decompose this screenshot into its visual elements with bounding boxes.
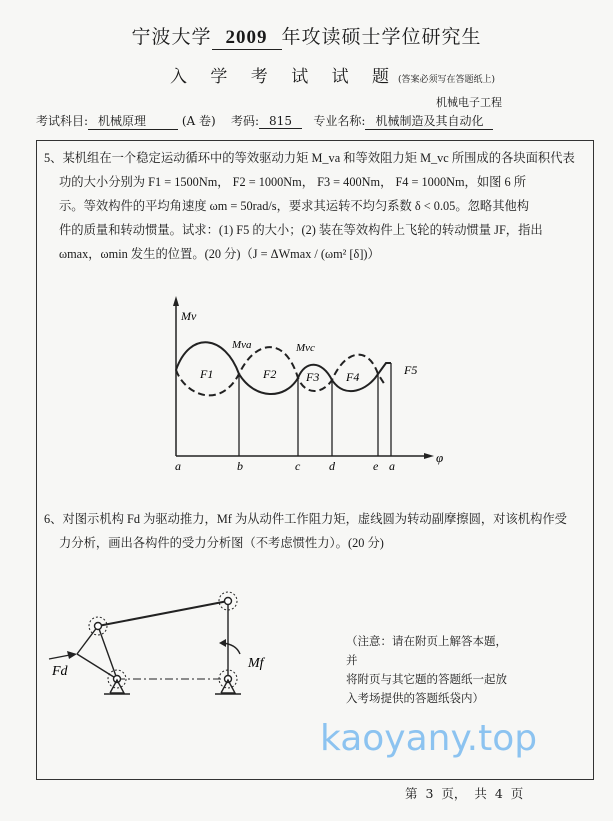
subtitle-note: (答案必须写在答题纸上) xyxy=(398,75,496,85)
major-label: 专业名称: xyxy=(313,114,366,128)
major-top: 机械电子工程 xyxy=(436,96,502,109)
q6-line: 力分析，画出各构件的受力分析图（不考虑惯性力）。(20 分) xyxy=(59,536,384,550)
code-label: 考码: xyxy=(231,114,260,128)
page-footer: 第 3 页， 共 4 页 xyxy=(405,786,524,801)
paper-version: (A 卷) xyxy=(181,114,216,128)
tick-b: b xyxy=(237,459,243,473)
x-axis-label: φ xyxy=(436,450,444,465)
major-value: 机械制造及其自动化 xyxy=(365,112,493,130)
tick-e: e xyxy=(373,459,379,473)
area-f3: F3 xyxy=(306,370,320,384)
q6-line: 6、对图示机构 Fd 为驱动推力，Mf 为从动件工作阻力矩，虚线圆为转动副摩擦圆，对该机构作受 xyxy=(44,512,567,526)
y-axis-arrow xyxy=(173,296,179,306)
area-f5: F5 xyxy=(404,363,418,377)
tick-c: c xyxy=(295,459,301,473)
label-mva: Mva xyxy=(232,339,252,351)
area-f2: F2 xyxy=(263,367,277,381)
note-line: 将附页与其它题的答题纸一起放 xyxy=(346,672,507,686)
label-mvc: Mvc xyxy=(296,342,315,354)
tick-a2: a xyxy=(389,459,395,473)
answer-note xyxy=(346,632,516,708)
university-name: 宁波大学 xyxy=(131,26,212,48)
q5-line: 示。等效构件的平均角速度 ωm = 50rad/s，要求其运转不均匀系数 δ < 0.05。忽略其他构 xyxy=(59,199,530,213)
force-arrow-icon xyxy=(67,651,77,659)
area-f1: F1 xyxy=(200,367,214,381)
exam-year: 2009 xyxy=(212,27,282,50)
q5-line: 件的质量和转动惯量。试求：(1) F5 的大小；(2) 装在等效构件上飞轮的转动惯量 JF，指出 xyxy=(59,223,543,237)
moment-arrow-icon xyxy=(219,639,226,647)
y-axis-label: Mv xyxy=(181,309,197,323)
tick-d: d xyxy=(329,459,335,473)
moment-label: Mf xyxy=(248,656,264,671)
q5-line: 功的大小分别为 F1 = 1500Nm， F2 = 1000Nm， F3 = 400Nm， F4 = 1000Nm，如图 6 所 xyxy=(59,175,527,189)
q5-line: 5、某机组在一个稳定运动循环中的等效驱动力矩 M_va 和等效阻力矩 M_vc 所围成的各块面积代表 xyxy=(44,151,575,165)
question-6 xyxy=(44,507,567,555)
subject-value: 机械原理 xyxy=(88,112,178,130)
note-line: （注意：请在附页上解答本题，并 xyxy=(346,634,507,667)
tick-a: a xyxy=(175,459,181,473)
title-rest: 年攻读硕士学位研究生 xyxy=(281,26,482,48)
force-label: Fd xyxy=(52,664,68,679)
x-axis-arrow xyxy=(424,453,434,459)
q5-line: ωmax，ωmin 发生的位置。(20 分)（J = ΔWmax / (ωm² [δ])） xyxy=(59,247,380,261)
note-line: 入考场提供的答题纸袋内） xyxy=(346,691,484,705)
watermark: kaoyany.top xyxy=(320,718,538,759)
area-f4: F4 xyxy=(346,370,360,384)
subtitle-text: 入 学 考 试 试 题 xyxy=(170,67,399,87)
code-value: 815 xyxy=(259,114,302,129)
linkage-mechanism xyxy=(49,592,241,694)
subject-label: 考试科目: xyxy=(36,114,89,128)
